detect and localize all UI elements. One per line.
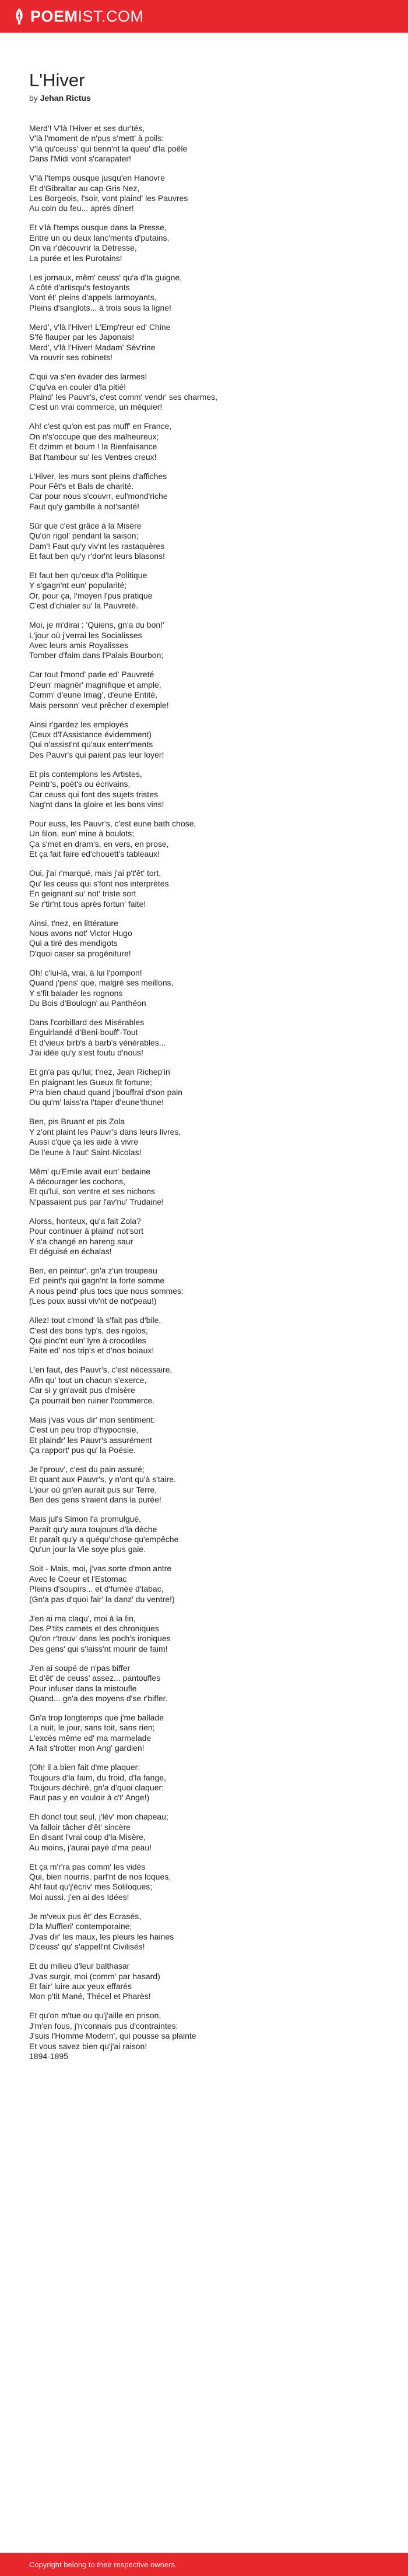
- poem-line: Et v'là l'temps ousque dans la Presse,: [29, 223, 167, 233]
- poem-line: N'passaient pus par l'av'nu' Trudaine!: [29, 1196, 164, 1206]
- poem-line: La nuit, le jour, sans toit, sans rien;: [29, 1723, 155, 1733]
- poem-stanza: [29, 720, 379, 761]
- poem-line: Alorss, honteux, qu'a fait Zola?: [29, 1216, 141, 1226]
- poem-line: Au coin du feu... après dîner!: [29, 203, 134, 213]
- poem-stanza: [29, 919, 379, 959]
- poem-line: Les Borgeois, l'soir, vont plaind' les Pauvres: [29, 193, 188, 203]
- poem-line: Eh donc! tout seul, j'lév' mon chapeau;: [29, 1812, 168, 1822]
- poem-line: Ah! c'est qu'on est pas muff' en France,: [29, 421, 172, 431]
- poem-line: Ben des gens s'raient dans la purée!: [29, 1495, 161, 1505]
- poem-line: Des P'tits carnets et des chroniques: [29, 1623, 159, 1633]
- poem-line: On va r'découvrir la Détresse,: [29, 243, 137, 253]
- poem-line: Y z'ont plaint les Pauvr's dans leurs livres,: [29, 1127, 181, 1136]
- poem-line: J'm'en fous, j'n'connais pus d'contraintes:: [29, 2021, 178, 2030]
- poem-line: Merd'! V'là l'Hiver et ses dur'tés,: [29, 124, 145, 133]
- poem-line: Les jornaux, mêm' ceuss' qu'a d'la guigne,: [29, 272, 182, 282]
- poem-line: A côté d'artisqu's festoyants: [29, 283, 130, 293]
- poem-line: Ainsi, t'nez, en littérature: [29, 918, 118, 928]
- poem-stanza: [29, 670, 379, 710]
- poem-stanza: [29, 273, 379, 314]
- poem-stanza: [29, 1216, 379, 1257]
- poem-line: Car ceuss qui font des sujets tristes: [29, 789, 158, 799]
- poem-line: Aussi c'que ça les aide à vivre: [29, 1137, 139, 1147]
- poem-line: Je m'veux pus êt' des Ecrasés,: [29, 1911, 142, 1921]
- brand-name-light: IST.COM: [78, 7, 144, 25]
- poem-line: D'eun' magnér' magnifique et ample,: [29, 680, 161, 689]
- poem-line: Faut qu'y gambille à not'santé!: [29, 501, 140, 511]
- poem-line: Nag'nt dans la gloire et les bons vins!: [29, 800, 164, 810]
- poem-line: D'la Muffleri' contemporaine;: [29, 1922, 132, 1931]
- poem-line: Y s'fit balader les rognons: [29, 988, 123, 998]
- poem-line: Et d'êt' de ceuss' assez... pantoufles: [29, 1673, 161, 1683]
- poem-line: Et faut ben qu'y r'dor'nt leurs blasons!: [29, 551, 165, 561]
- poem-line: Quand... gn'a des moyens d'se r'biffer.: [29, 1694, 168, 1703]
- poem-line: Qu'on r'trouv' dans les poch's ironiques: [29, 1634, 171, 1644]
- poem-line: Et qu'lui, son ventre et ses nichons: [29, 1187, 155, 1196]
- poem-stanza: [29, 322, 379, 363]
- poem-byline: [29, 93, 379, 103]
- poem-line: Toujours d'la faim, du froid, d'la fange,: [29, 1772, 166, 1782]
- poem-line: Merd', v'là l'Hiver! L'Emp'reur ed' Chine: [29, 322, 171, 332]
- poem-line: Faut pas y en vouloir à c't' Ange!): [29, 1793, 150, 1803]
- poem-line: Pour Fêt's et Bals de charité.: [29, 481, 134, 491]
- poem-line: C'est des bons typ's, des rigolos,: [29, 1325, 148, 1335]
- poem-line: Des Pauvr's qui paient pas leur loyer!: [29, 749, 164, 759]
- poem-line: V'là l'moment de n'pus s'mett' à poils:: [29, 133, 164, 143]
- poem-line: Vont ét' pleins d'appels larmoyants,: [29, 293, 157, 302]
- poem-stanza: [29, 173, 379, 214]
- poem-stanza: [29, 1117, 379, 1157]
- poem-line: Y s'gagn'nt eun' popularité;: [29, 580, 127, 590]
- poem-line: Ben, pis Bruant et pis Zola: [29, 1117, 125, 1127]
- footer-copyright: Copyright belong to their respective owners.: [29, 2560, 177, 2569]
- poem-stanza: [29, 372, 379, 413]
- poem-line: Tomber d'faim dans l'Palais Bourbon;: [29, 650, 164, 660]
- poem-line: Qui, bien nourris, parl'nt de nos loques,: [29, 1872, 171, 1882]
- brand-name: [30, 9, 144, 24]
- poem-stanza: [29, 1415, 379, 1456]
- poem-body: [29, 124, 379, 2061]
- poem-line: Nous avons not' Victor Hugo: [29, 928, 132, 938]
- poem-line: Va rouvrir ses robinets!: [29, 353, 112, 363]
- poem-line: D'quoi caser sa progéniture!: [29, 948, 131, 958]
- poem-line: Car pour nous s'couvrr, eul'mond'riche: [29, 491, 168, 501]
- poem-line: 1894-1895: [29, 2051, 68, 2061]
- poem-line: Et paraît qu'y a quéqu'chose qu'empêche: [29, 1534, 179, 1544]
- site-logo[interactable]: [13, 8, 144, 25]
- poem-line: C'est un peu trop d'hypocrisie,: [29, 1425, 139, 1435]
- poem-stanza: [29, 769, 379, 810]
- poem-line: P'ra bien chaud quand j'bouffrai d'son pain: [29, 1087, 183, 1097]
- poem-line: Paraît qu'y aura toujours d'la dèche: [29, 1524, 157, 1534]
- poem-stanza: [29, 421, 379, 462]
- poem-line: Gn'a trop longtemps que j'me ballade: [29, 1713, 164, 1722]
- poem-line: Qui a tiré des mendigots: [29, 938, 118, 948]
- quill-pen-icon: [13, 8, 26, 25]
- poem-line: C'est d'chialer su' la Pauvreté.: [29, 601, 138, 611]
- site-footer: [0, 2553, 408, 2576]
- poem-line: A décourager les cochons,: [29, 1177, 125, 1186]
- poem-stanza: [29, 868, 379, 909]
- poem-line: Entre un ou deux lanc'ments d'putains,: [29, 233, 170, 242]
- poem-line: (Ceux d'l'Assistance évidemment): [29, 730, 152, 740]
- poem-line: Et dzimm et boum ! la Bienfaisance: [29, 442, 157, 452]
- poem-line: J'en ai ma claqu', moi à la fin,: [29, 1613, 136, 1623]
- poem-stanza: [29, 1315, 379, 1356]
- poem-line: On n's'occupe que des malheureux;: [29, 431, 159, 441]
- poem-line: Et d'vieux birb's à barb's vénérables...: [29, 1037, 166, 1047]
- poem-line: D'ceuss' qu' s'appell'nt Civilisés!: [29, 1942, 145, 1952]
- poem-line: J'ai idée qu'y s'est foutu d'nous!: [29, 1048, 143, 1058]
- poem-line: Se r'tir'nt tous après fortun' faite!: [29, 899, 146, 909]
- poem-stanza: [29, 819, 379, 860]
- poem-line: Ah! faut qu'j'écriv' mes Soliloques;: [29, 1882, 153, 1892]
- poem-line: Ben, en peintur', gn'a z'un troupeau: [29, 1266, 157, 1276]
- poem-stanza: [29, 1465, 379, 1505]
- poem-stanza: [29, 620, 379, 661]
- poem-stanza: [29, 2011, 379, 2061]
- poem-line: A nous peind' plus tocs que nous sommes:: [29, 1286, 184, 1296]
- poem-line: Ed' peint's qui gagn'nt la forte somme: [29, 1276, 165, 1286]
- poem-line: Mais jul's Simon l'a promulgué,: [29, 1514, 142, 1524]
- poem-line: Oui, j'ai r'marqué, mais j'ai p't'êt' tort,: [29, 868, 161, 878]
- poem-line: Allez! tout c'mond' là s'fait pas d'bile,: [29, 1315, 161, 1325]
- poem-title: L'Hiver: [29, 70, 85, 90]
- poem-line: La purée et les Purotains!: [29, 253, 122, 263]
- poem-stanza: [29, 471, 379, 512]
- poem-line: Et d'Gibraltar au cap Gris Nez,: [29, 183, 140, 193]
- poem-line: Dam'! Faut qu'y viv'nt les rastaquères: [29, 541, 165, 551]
- poem-line: Qu'on rigol' pendant la saison;: [29, 531, 139, 541]
- poem-content: [0, 70, 408, 2061]
- poem-line: Et pis contemplons les Artistes,: [29, 769, 142, 779]
- poem-line: J'vas surgir, moi (comm' par hasard): [29, 1971, 160, 1981]
- poem-line: Or, pour ça, l'moyen l'pus pratique: [29, 590, 153, 600]
- poem-line: Avec le Coeur et l'Estomac: [29, 1574, 127, 1583]
- poem-line: J'suis l'Homme Modern', qui pousse sa plainte: [29, 2031, 196, 2041]
- poem-line: Quand j'pens' que, malgré ses meillons,: [29, 978, 174, 988]
- poem-line: Peintr's, poèt's ou écrivains,: [29, 779, 131, 789]
- poem-line: Car si y gn'avait pus d'misère: [29, 1385, 135, 1395]
- poem-line: Pour continuer à plaind' not'sort: [29, 1226, 144, 1236]
- poem-stanza: [29, 1167, 379, 1208]
- poem-line: Sûr que c'est grâce à la Misère: [29, 520, 142, 530]
- poem-line: Car tout l'mond' parle ed' Pauvreté: [29, 670, 154, 680]
- poem-stanza: [29, 1018, 379, 1058]
- poem-line: Ainsi r'gardez les employés: [29, 719, 128, 729]
- poem-line: Plaind' les Pauvr's, c'est comm' vendr' ses charmes,: [29, 392, 218, 402]
- poem-line: (Gn'a pas d'quoi fair' la danz' du ventre!): [29, 1594, 175, 1604]
- poem-line: Ça s'met en dram's, en vers, en prose,: [29, 839, 169, 849]
- poem-line: L'en faut, des Pauvr's, c'est nécessaire,: [29, 1365, 173, 1375]
- poem-line: Un filon, eun' mine à boulots;: [29, 829, 135, 839]
- poem-line: Et vous savez bien qu'j'ai raison!: [29, 2041, 147, 2051]
- poem-line: Avec leurs amis Royalisses: [29, 641, 129, 650]
- poem-stanza: [29, 1564, 379, 1604]
- poem-line: En disant l'vrai coup d'la Misère,: [29, 1832, 146, 1842]
- poem-line: Soit - Mais, moi, j'vas sorte d'mon antre: [29, 1564, 172, 1574]
- poem-line: Mon p'tit Mané, Thécel et Pharès!: [29, 1991, 151, 2001]
- poem-line: Oh! c'lui-là, vrai, à lui l'pompon!: [29, 967, 142, 977]
- poem-line: Bat l'tambour su' les Ventres creux!: [29, 452, 157, 462]
- poem-stanza: [29, 124, 379, 164]
- poem-line: Qu'un jour la Vie soye plus gaie.: [29, 1544, 146, 1554]
- poem-line: De l'eune à l'aut' Saint-Nicolas!: [29, 1147, 142, 1157]
- poem-line: (Les poux aussi viv'nt de not'peau!): [29, 1296, 157, 1306]
- poem-line: Faite ed' nos trip's et d'nos boiaux!: [29, 1346, 154, 1356]
- poem-line: Des gens' qui s'laiss'nt mourir de faim!: [29, 1644, 168, 1653]
- poem-line: Dans l'Midi vont s'carapater!: [29, 154, 131, 164]
- poem-stanza: [29, 571, 379, 611]
- poem-line: Au moins, j'aurai payé d'ma peau!: [29, 1842, 152, 1852]
- poem-line: V'là qu'ceuss' qui tienn'nt la queu' d'la poêle: [29, 143, 188, 153]
- poem-line: Et ça m'r'ra pas comm' les vidés: [29, 1861, 146, 1871]
- poem-stanza: [29, 521, 379, 562]
- poem-line: Et déguisé en échalas!: [29, 1247, 112, 1257]
- poem-author[interactable]: Jehan Rictus: [40, 93, 91, 103]
- poem-stanza: [29, 1514, 379, 1555]
- poem-stanza: [29, 1961, 379, 2002]
- poem-line: Moi aussi, j'en ai des Idées!: [29, 1892, 129, 1902]
- poem-line: Et gn'a pas qu'lui; t'nez, Jean Richep'in: [29, 1067, 170, 1077]
- poem-line: Et quant aux Pauvr's, y n'ont qu'à s'taire.: [29, 1474, 176, 1484]
- poem-line: J'en ai soupé de n'pas biffer: [29, 1663, 131, 1673]
- poem-stanza: [29, 1812, 379, 1853]
- poem-stanza: [29, 1365, 379, 1406]
- poem-line: Et fair' luire aux yeux effarés: [29, 1981, 132, 1991]
- poem-line: Et plaindr' les Pauvr's assurément: [29, 1435, 152, 1445]
- poem-line: Dans l'corbillard des Misérables: [29, 1017, 145, 1027]
- poem-line: Merd', v'là l'Hiver! Madam' Sév'rine: [29, 342, 156, 352]
- poem-line: L'jour où gn'en aurait pus sur Terre,: [29, 1484, 157, 1494]
- poem-stanza: [29, 968, 379, 1009]
- poem-line: Ça pourrait ben ruiner l'commerce.: [29, 1395, 155, 1405]
- poem-line: Du Bois d'Boulogn' au Panthéon: [29, 998, 146, 1008]
- poem-line: C'est un vrai commerce, un méquier!: [29, 402, 163, 412]
- poem-line: Pour infuser dans la mistoufle: [29, 1683, 137, 1693]
- poem-line: Pleins d'sanglots... à trois sous la ligne!: [29, 302, 171, 312]
- poem-line: C'qu'va en couler d'la pitié!: [29, 382, 126, 392]
- poem-line: Qui n'assist'nt qu'aux enterr'ments: [29, 740, 153, 749]
- poem-line: L'Hiver, les murs sont pleins d'affiches: [29, 471, 167, 481]
- poem-line: Moi, je m'dirai : 'Quiens, gn'a du bon!': [29, 620, 164, 630]
- poem-stanza: [29, 1912, 379, 1952]
- site-header: [0, 0, 408, 33]
- poem-line: J'vas dir' les maux, les pleurs les haines: [29, 1931, 174, 1941]
- poem-line: Pleins d'soupirs... et d'fumée d'tabac,: [29, 1584, 164, 1594]
- poem-line: A fait s'trotter mon Ang' gardien!: [29, 1743, 145, 1753]
- poem-line: C'qui va s'en évader des larmes!: [29, 372, 147, 382]
- poem-line: Enguirlandé d'Beni-bouff'-Tout: [29, 1027, 138, 1037]
- poem-line: Y s'a changé en hareng saur: [29, 1236, 133, 1246]
- poem-line: Ça rapport' pus qu' la Poésie.: [29, 1445, 136, 1455]
- poem-line: Pour euss, les Pauvr's, c'est eune bath chose,: [29, 819, 196, 829]
- poem-line: Toujours déchiré, gn'a d'quoi claquer:: [29, 1783, 164, 1793]
- poem-line: L'jour où j'verrai les Socialisses: [29, 630, 142, 640]
- poem-stanza: [29, 1862, 379, 1903]
- poem-line: L'excès même ed' ma marmelade: [29, 1733, 152, 1743]
- poem-line: Comm' d'eune Imag', d'eune Entité,: [29, 690, 158, 700]
- poem-stanza: [29, 1713, 379, 1754]
- poem-stanza: [29, 1614, 379, 1655]
- poem-line: Et qu'on m'tue ou qu'j'aille en prison,: [29, 2011, 161, 2021]
- poem-stanza: [29, 1266, 379, 1307]
- poem-line: Qui pinc'nt eun' lyre à crocodiles: [29, 1336, 146, 1346]
- poem-line: Qu' les ceuss qui s'font nos interprètes: [29, 878, 169, 888]
- poem-stanza: [29, 223, 379, 263]
- poem-line: Je l'prouv', c'est du pain assuré;: [29, 1464, 145, 1474]
- poem-line: Ou qu'm' laiss'ra l'taper d'eune'thune!: [29, 1097, 164, 1107]
- poem-line: (Oh! il a bien fait d'me plaquer:: [29, 1762, 140, 1772]
- poem-line: En geignant su' not' triste sort: [29, 889, 136, 899]
- byline-prefix: by: [29, 93, 38, 103]
- poem-stanza: [29, 1663, 379, 1704]
- poem-line: S'fé flauper par les Japonais!: [29, 332, 135, 342]
- poem-line: Et du milieu d'leur balthasar: [29, 1961, 130, 1971]
- poem-line: Mais j'vas vous dir' mon sentiment:: [29, 1414, 156, 1424]
- poem-line: Mais personn' veut prêcher d'exemple!: [29, 700, 169, 710]
- poem-line: Mêm' qu'Emile avait eun' bedaine: [29, 1166, 151, 1176]
- poem-stanza: [29, 1067, 379, 1108]
- poem-line: Et faut ben qu'ceux d'la Politique: [29, 570, 147, 580]
- poem-line: Afin qu' tout un chacun s'exerce,: [29, 1375, 147, 1385]
- brand-name-bold: POEM: [30, 7, 78, 25]
- poem-line: En plaignant les Gueux fit fortune;: [29, 1077, 152, 1087]
- poem-stanza: [29, 1762, 379, 1803]
- poem-line: Et ça fait faire ed'chouett's tableaux!: [29, 849, 160, 859]
- poem-line: Va falloir tâcher d'êt' sincère: [29, 1822, 131, 1832]
- poem-line: V'là l'temps ousque jusqu'en Hanovre: [29, 173, 165, 183]
